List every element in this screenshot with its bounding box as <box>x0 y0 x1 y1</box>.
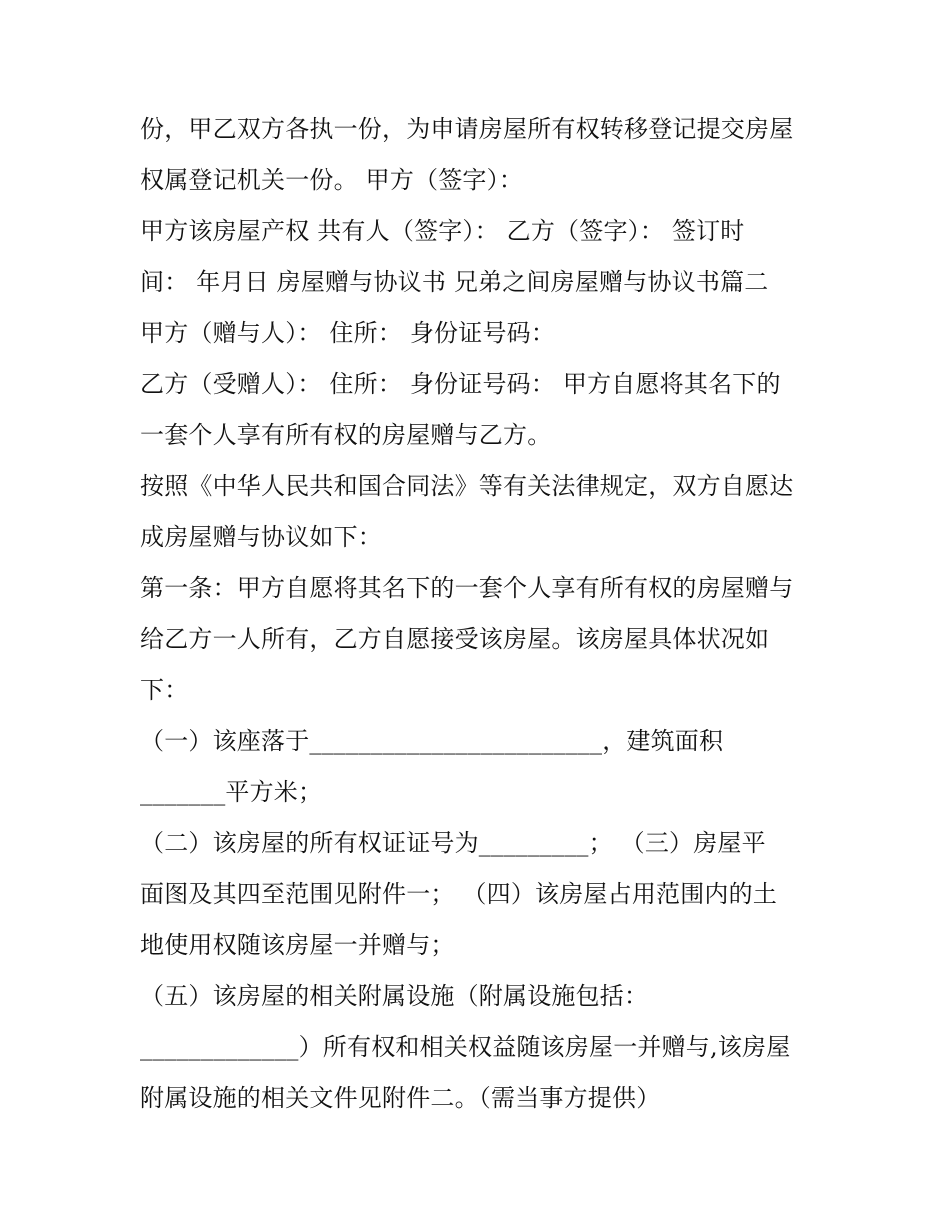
text-line: 附属设施的相关文件见附件二。（需当事方提供） <box>140 1084 661 1112</box>
text-line: 下： <box>140 676 189 704</box>
text-line: 乙方（受赠人）： 住所： 身份证号码： 甲方自愿将其名下的 <box>140 370 781 398</box>
text-line: （五）该房屋的相关附属设施（附属设施包括： <box>140 982 649 1010</box>
text-line: 甲方该房屋产权 共有人（签字）： 乙方（签字）： 签订时 <box>140 217 745 245</box>
text-line: 第一条：甲方自愿将其名下的一套个人享有所有权的房屋赠与 <box>140 574 794 602</box>
text-line: 给乙方一人所有，乙方自愿接受该房屋。该房屋具体状况如 <box>140 625 770 653</box>
text-line: 份，甲乙双方各执一份，为申请房屋所有权转移登记提交房屋 <box>140 115 794 143</box>
text-line: （二）该房屋的所有权证证号为_________； （三）房屋平 <box>140 829 766 857</box>
text-line: 成房屋赠与协议如下： <box>140 523 382 551</box>
text-line: _____________）所有权和相关权益随该房屋一并赠与,该房屋 <box>140 1033 791 1061</box>
text-line: 按照《中华人民共和国合同法》等有关法律规定，双方自愿达 <box>140 472 794 500</box>
text-line: 甲方（赠与人）： 住所： 身份证号码： <box>140 319 556 347</box>
text-line: _______平方米； <box>140 778 323 806</box>
text-line: 地使用权随该房屋一并赠与； <box>140 931 455 959</box>
text-line: 间： 年月日 房屋赠与协议书 兄弟之间房屋赠与协议书篇二 <box>140 268 769 296</box>
text-line: （一）该座落于________________________，建筑面积 <box>140 727 724 755</box>
text-line: 面图及其四至范围见附件一； （四）该房屋占用范围内的土 <box>140 880 778 908</box>
text-line: 一套个人享有所有权的房屋赠与乙方。 <box>140 421 552 449</box>
text-line: 权属登记机关一份。 甲方（签字）： <box>140 166 524 194</box>
